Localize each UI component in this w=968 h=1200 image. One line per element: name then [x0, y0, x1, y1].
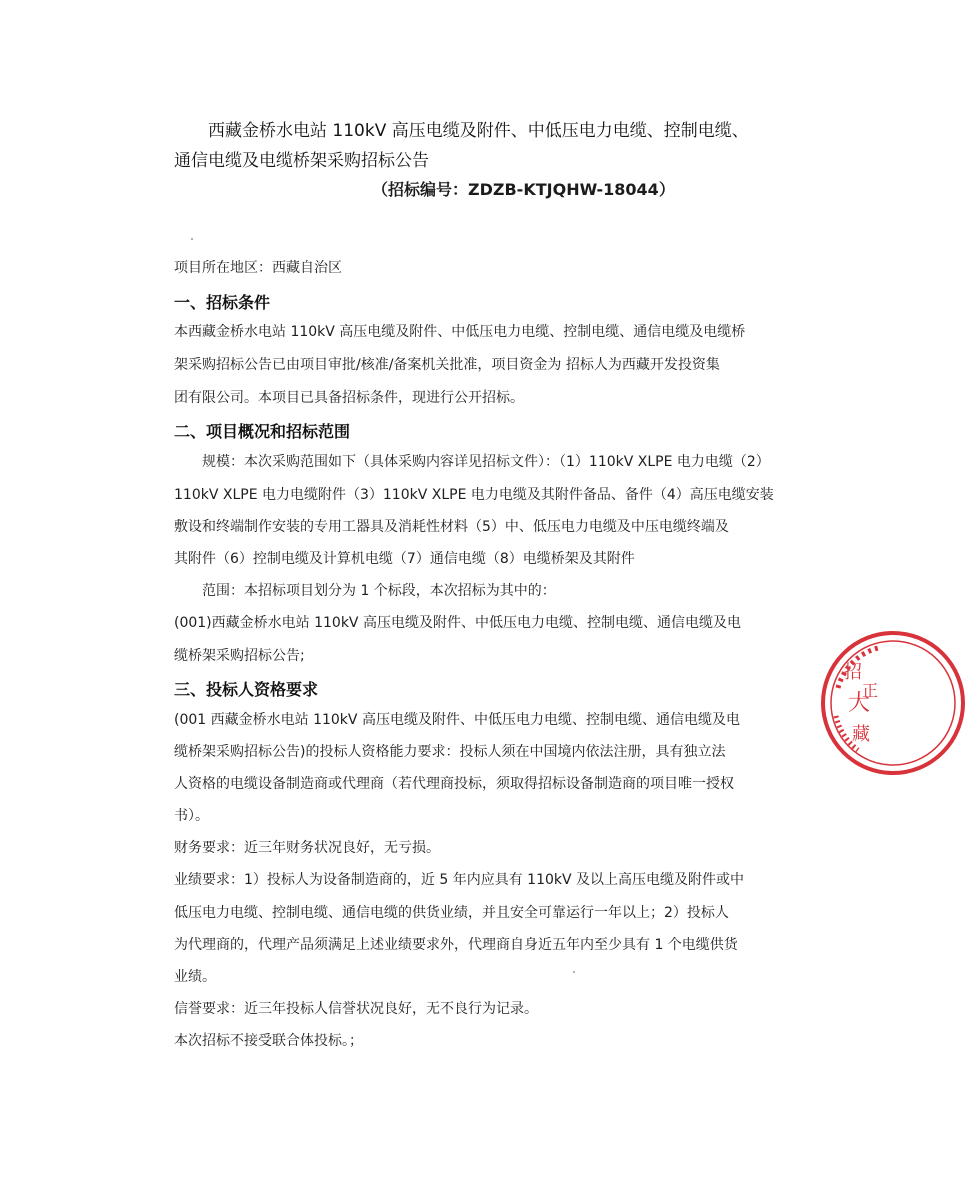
- paragraph-line: 缆桥架采购招标公告;: [174, 648, 305, 664]
- seal-outer-ring: [823, 633, 963, 773]
- paragraph-line: 低压电力电缆、控制电缆、通信电缆的供货业绩，并且安全可靠运行一年以上；2）投标人: [174, 905, 729, 921]
- project-region: 项目所在地区：西藏自治区: [174, 260, 342, 276]
- paragraph-line: 业绩要求：1）投标人为设备制造商的，近 5 年内应具有 110kV 及以上高压电缆及附件或中: [174, 872, 745, 888]
- paragraph-line: (001 西藏金桥水电站 110kV 高压电缆及附件、中低压电力电缆、控制电缆、通信电缆及电: [174, 712, 740, 728]
- seal-char: 正: [862, 681, 879, 700]
- paragraph-line: 本西藏金桥水电站 110kV 高压电缆及附件、中低压电力电缆、控制电缆、通信电缆及电缆桥: [174, 324, 746, 340]
- paragraph-line: 人资格的电缆设备制造商或代理商（若代理商投标，须取得招标设备制造商的项目唯一授权: [174, 776, 734, 792]
- page-title: 西藏金桥水电站 110kV 高压电缆及附件、中低压电力电缆、控制电缆、通信电缆及电缆桥架采购招标公告: [174, 121, 749, 171]
- paragraph-line: 本次招标不接受联合体投标。；: [174, 1033, 363, 1049]
- scan-speck: [573, 971, 575, 973]
- paragraph-line: 110kV XLPE 电力电缆附件（3）110kV XLPE 电力电缆及其附件备品、备件（4）高压电缆安装: [174, 487, 774, 503]
- seal-char: 藏: [852, 724, 870, 745]
- seal-char: 大: [848, 691, 871, 716]
- scan-speck: [191, 238, 193, 240]
- section-heading-conditions: 一、招标条件: [174, 293, 271, 312]
- paragraph-line: 财务要求：近三年财务状况良好，无亏损。: [174, 840, 440, 856]
- company-seal: [818, 628, 968, 778]
- section-heading-qualification: 三、投标人资格要求: [174, 680, 319, 699]
- paragraph-line: 书）。: [174, 808, 209, 824]
- section-heading-overview: 二、项目概况和招标范围: [174, 422, 351, 441]
- paragraph-line: 架采购招标公告已由项目审批/核准/备案机关批准，项目资金为 招标人为西藏开发投资集: [174, 357, 720, 373]
- paragraph-line: 团有限公司。本项目已具备招标条件，现进行公开招标。: [174, 390, 524, 406]
- paragraph-line: 缆桥架采购招标公告)的投标人资格能力要求：投标人须在中国境内依法注册，具有独立法: [174, 744, 726, 760]
- bid-number: （招标编号：ZDZB-KTJQHW-18044）: [372, 180, 675, 199]
- paragraph-line: (001)西藏金桥水电站 110kV 高压电缆及附件、中低压电力电缆、控制电缆、通信电缆及电: [174, 615, 741, 631]
- paragraph-line: 业绩。: [174, 969, 216, 985]
- paragraph-line: 为代理商的，代理产品须满足上述业绩要求外，代理商自身近五年内至少具有 1 个电缆供货: [174, 937, 738, 953]
- seal-char: 招: [844, 662, 862, 683]
- paragraph-line: 其附件（6）控制电缆及计算机电缆（7）通信电缆（8）电缆桥架及其附件: [174, 551, 635, 567]
- paragraph-line: 敷设和终端制作安装的专用工器具及消耗性材料（5）中、低压电力电缆及中压电缆终端及: [174, 519, 729, 535]
- paragraph-line: 信誉要求：近三年投标人信誉状况良好，无不良行为记录。: [174, 1001, 538, 1017]
- paragraph-line: 范围：本招标项目划分为 1 个标段，本次招标为其中的：: [202, 583, 556, 599]
- paragraph-line: 规模：本次采购范围如下（具体采购内容详见招标文件）：（1）110kV XLPE 电力电缆（2）: [202, 454, 770, 470]
